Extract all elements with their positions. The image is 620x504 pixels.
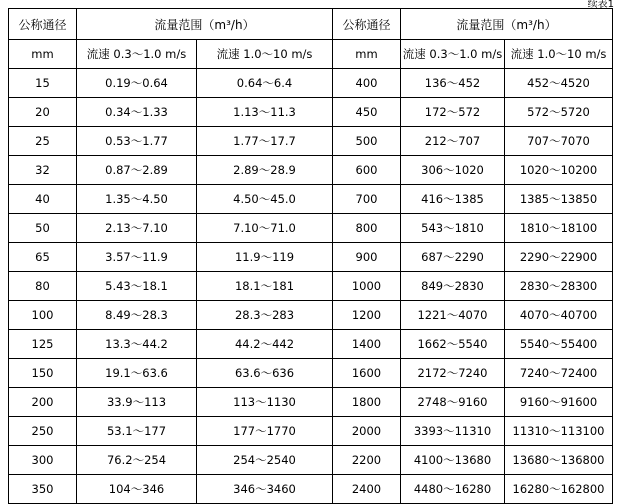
cell-dn-right: 700 xyxy=(333,185,401,214)
table-row xyxy=(9,417,613,446)
table-unit-row xyxy=(9,40,613,69)
cell-dn-right: 600 xyxy=(333,156,401,185)
cell-flow-low-left: 5.43～18.1 xyxy=(77,272,197,301)
cell-flow-high-left: 1.13～11.3 xyxy=(197,98,333,127)
header-nominal-diameter-right: 公称通径 xyxy=(333,9,401,40)
cell-flow-low-right: 543～1810 xyxy=(401,214,505,243)
cell-dn-right: 1400 xyxy=(333,330,401,359)
cell-flow-high-right: 5540～55400 xyxy=(505,330,613,359)
cell-flow-low-right: 1662～5540 xyxy=(401,330,505,359)
cell-flow-low-right: 416～1385 xyxy=(401,185,505,214)
unit-mm-right: mm xyxy=(333,40,401,69)
cell-flow-high-left: 113～1130 xyxy=(197,388,333,417)
cell-dn-right: 800 xyxy=(333,214,401,243)
cell-flow-low-left: 0.87～2.89 xyxy=(77,156,197,185)
cell-dn-right: 1000 xyxy=(333,272,401,301)
cell-flow-high-right: 452～4520 xyxy=(505,69,613,98)
cell-dn-right: 500 xyxy=(333,127,401,156)
cell-flow-high-left: 2.89～28.9 xyxy=(197,156,333,185)
table-row xyxy=(9,214,613,243)
table-row xyxy=(9,446,613,475)
cell-flow-high-right: 2830～28300 xyxy=(505,272,613,301)
header-flow-range-left: 流量范围（m³/h） xyxy=(77,9,333,40)
cell-flow-low-right: 172～572 xyxy=(401,98,505,127)
cell-dn-left: 25 xyxy=(9,127,77,156)
cell-flow-low-right: 212～707 xyxy=(401,127,505,156)
cell-flow-high-right: 11310～113100 xyxy=(505,417,613,446)
cell-flow-low-right: 2748～9160 xyxy=(401,388,505,417)
cell-flow-low-left: 33.9～113 xyxy=(77,388,197,417)
unit-mm-left: mm xyxy=(9,40,77,69)
cell-dn-left: 250 xyxy=(9,417,77,446)
header-nominal-diameter-left: 公称通径 xyxy=(9,9,77,40)
cell-flow-low-left: 2.13～7.10 xyxy=(77,214,197,243)
cell-dn-left: 150 xyxy=(9,359,77,388)
table-header-row xyxy=(9,9,613,40)
table-row xyxy=(9,243,613,272)
cell-flow-low-right: 849～2830 xyxy=(401,272,505,301)
cell-dn-left: 15 xyxy=(9,69,77,98)
cell-flow-low-right: 306～1020 xyxy=(401,156,505,185)
cell-flow-high-right: 16280～162800 xyxy=(505,475,613,504)
cell-dn-left: 20 xyxy=(9,98,77,127)
cell-dn-left: 350 xyxy=(9,475,77,504)
cell-flow-low-right: 3393～11310 xyxy=(401,417,505,446)
cell-flow-high-left: 0.64～6.4 xyxy=(197,69,333,98)
cell-flow-high-right: 2290～22900 xyxy=(505,243,613,272)
table-row xyxy=(9,272,613,301)
cell-flow-high-right: 1385～13850 xyxy=(505,185,613,214)
cell-flow-high-left: 44.2～442 xyxy=(197,330,333,359)
cell-flow-low-right: 136～452 xyxy=(401,69,505,98)
cell-flow-low-left: 0.53～1.77 xyxy=(77,127,197,156)
cell-dn-right: 1800 xyxy=(333,388,401,417)
cell-dn-right: 2200 xyxy=(333,446,401,475)
cell-dn-left: 300 xyxy=(9,446,77,475)
table-row xyxy=(9,301,613,330)
header-flow-range-right: 流量范围（m³/h） xyxy=(401,9,613,40)
cell-flow-high-left: 63.6～636 xyxy=(197,359,333,388)
cell-flow-low-left: 53.1～177 xyxy=(77,417,197,446)
table-row xyxy=(9,388,613,417)
cell-flow-high-right: 7240～72400 xyxy=(505,359,613,388)
cell-flow-low-left: 8.49～28.3 xyxy=(77,301,197,330)
cell-dn-right: 1200 xyxy=(333,301,401,330)
cell-flow-low-right: 4480～16280 xyxy=(401,475,505,504)
cell-flow-high-left: 28.3～283 xyxy=(197,301,333,330)
cell-dn-left: 100 xyxy=(9,301,77,330)
cell-dn-right: 450 xyxy=(333,98,401,127)
cell-dn-right: 2000 xyxy=(333,417,401,446)
table-row xyxy=(9,475,613,504)
cell-flow-low-right: 687～2290 xyxy=(401,243,505,272)
cell-dn-right: 900 xyxy=(333,243,401,272)
cell-dn-left: 40 xyxy=(9,185,77,214)
cell-flow-low-left: 1.35～4.50 xyxy=(77,185,197,214)
cell-dn-left: 32 xyxy=(9,156,77,185)
cell-dn-left: 125 xyxy=(9,330,77,359)
cell-dn-left: 80 xyxy=(9,272,77,301)
cell-dn-left: 200 xyxy=(9,388,77,417)
table-row xyxy=(9,98,613,127)
cell-dn-right: 400 xyxy=(333,69,401,98)
cell-flow-high-left: 1.77～17.7 xyxy=(197,127,333,156)
unit-velocity-low-right: 流速 0.3～1.0 m/s xyxy=(401,40,505,69)
cell-dn-right: 1600 xyxy=(333,359,401,388)
table-row xyxy=(9,185,613,214)
cell-flow-low-left: 76.2～254 xyxy=(77,446,197,475)
table-row xyxy=(9,156,613,185)
cell-flow-low-left: 19.1～63.6 xyxy=(77,359,197,388)
cell-flow-low-right: 2172～7240 xyxy=(401,359,505,388)
cell-flow-high-left: 346～3460 xyxy=(197,475,333,504)
cell-flow-high-left: 254～2540 xyxy=(197,446,333,475)
cell-flow-low-left: 0.34～1.33 xyxy=(77,98,197,127)
table-row xyxy=(9,69,613,98)
cell-dn-left: 50 xyxy=(9,214,77,243)
cell-flow-high-left: 4.50～45.0 xyxy=(197,185,333,214)
cell-flow-low-left: 13.3～44.2 xyxy=(77,330,197,359)
cell-flow-high-right: 9160～91600 xyxy=(505,388,613,417)
unit-velocity-high-left: 流速 1.0～10 m/s xyxy=(197,40,333,69)
table-row xyxy=(9,330,613,359)
cell-flow-low-right: 4100～13680 xyxy=(401,446,505,475)
cell-flow-high-right: 1810～18100 xyxy=(505,214,613,243)
cell-flow-high-right: 707～7070 xyxy=(505,127,613,156)
flow-range-table xyxy=(8,8,613,504)
unit-velocity-low-left: 流速 0.3～1.0 m/s xyxy=(77,40,197,69)
cell-dn-left: 65 xyxy=(9,243,77,272)
cell-flow-low-left: 0.19～0.64 xyxy=(77,69,197,98)
cell-flow-high-left: 177～1770 xyxy=(197,417,333,446)
cell-flow-high-left: 11.9～119 xyxy=(197,243,333,272)
cell-flow-high-right: 572～5720 xyxy=(505,98,613,127)
continued-table-label: 续表1 xyxy=(587,0,614,10)
cell-flow-high-right: 1020～10200 xyxy=(505,156,613,185)
cell-flow-low-left: 104～346 xyxy=(77,475,197,504)
table-row xyxy=(9,359,613,388)
cell-flow-high-left: 18.1～181 xyxy=(197,272,333,301)
cell-flow-low-left: 3.57～11.9 xyxy=(77,243,197,272)
cell-flow-high-right: 13680～136800 xyxy=(505,446,613,475)
cell-dn-right: 2400 xyxy=(333,475,401,504)
table-row xyxy=(9,127,613,156)
cell-flow-high-right: 4070～40700 xyxy=(505,301,613,330)
cell-flow-high-left: 7.10～71.0 xyxy=(197,214,333,243)
cell-flow-low-right: 1221～4070 xyxy=(401,301,505,330)
unit-velocity-high-right: 流速 1.0～10 m/s xyxy=(505,40,613,69)
